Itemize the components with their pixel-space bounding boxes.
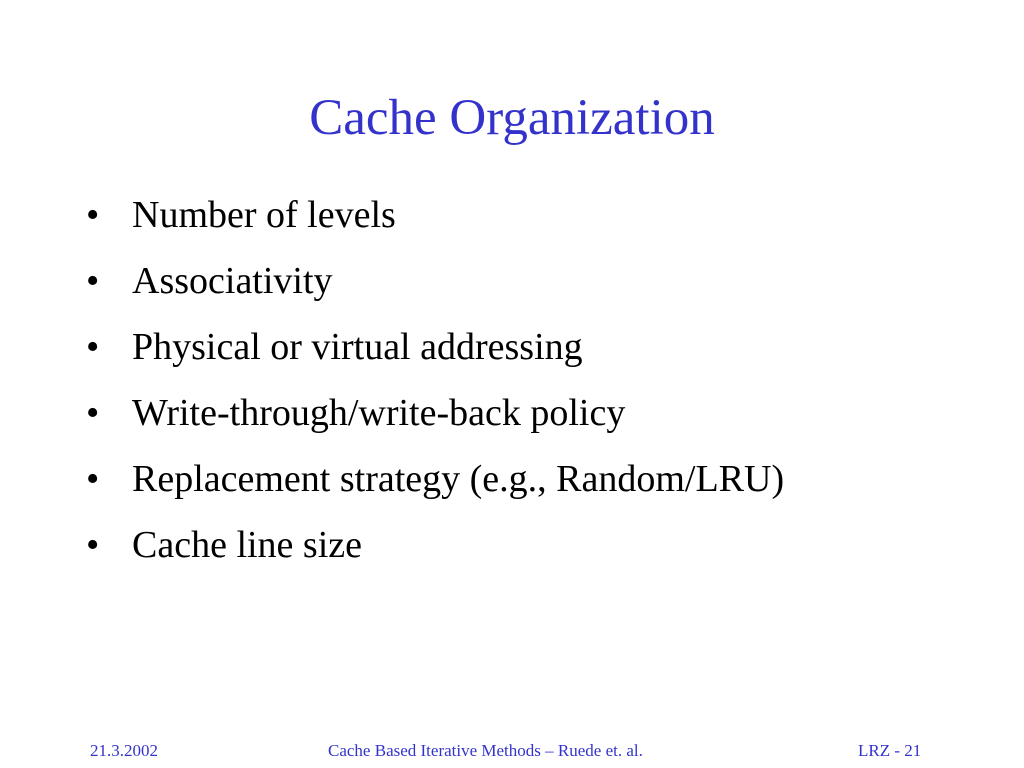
bullet-icon: • [86, 326, 100, 368]
footer-page-number: LRZ - 21 [858, 741, 922, 760]
bullet-icon: • [86, 524, 100, 566]
bullet-icon: • [86, 458, 100, 500]
footer-title: Cache Based Iterative Methods – Ruede et. al. [328, 741, 643, 760]
bullet-text: Replacement strategy (e.g., Random/LRU) [132, 458, 785, 500]
bullet-text: Number of levels [132, 194, 396, 236]
bullet-icon: • [86, 194, 100, 236]
bullet-item-addressing [82, 314, 784, 380]
bullet-text: Cache line size [132, 524, 363, 566]
bullet-item-levels [82, 182, 784, 248]
bullet-icon: • [86, 392, 100, 434]
bullet-list [82, 182, 784, 578]
bullet-text: Physical or virtual addressing [132, 326, 583, 368]
bullet-icon: • [86, 260, 100, 302]
slide-title: Cache Organization [309, 90, 715, 146]
bullet-item-line-size [82, 512, 784, 578]
bullet-text: Write-through/write-back policy [132, 392, 626, 434]
bullet-item-replacement [82, 446, 784, 512]
bullet-item-write-policy [82, 380, 784, 446]
bullet-text: Associativity [132, 260, 333, 302]
footer-date: 21.3.2002 [90, 741, 158, 760]
bullet-item-associativity [82, 248, 784, 314]
